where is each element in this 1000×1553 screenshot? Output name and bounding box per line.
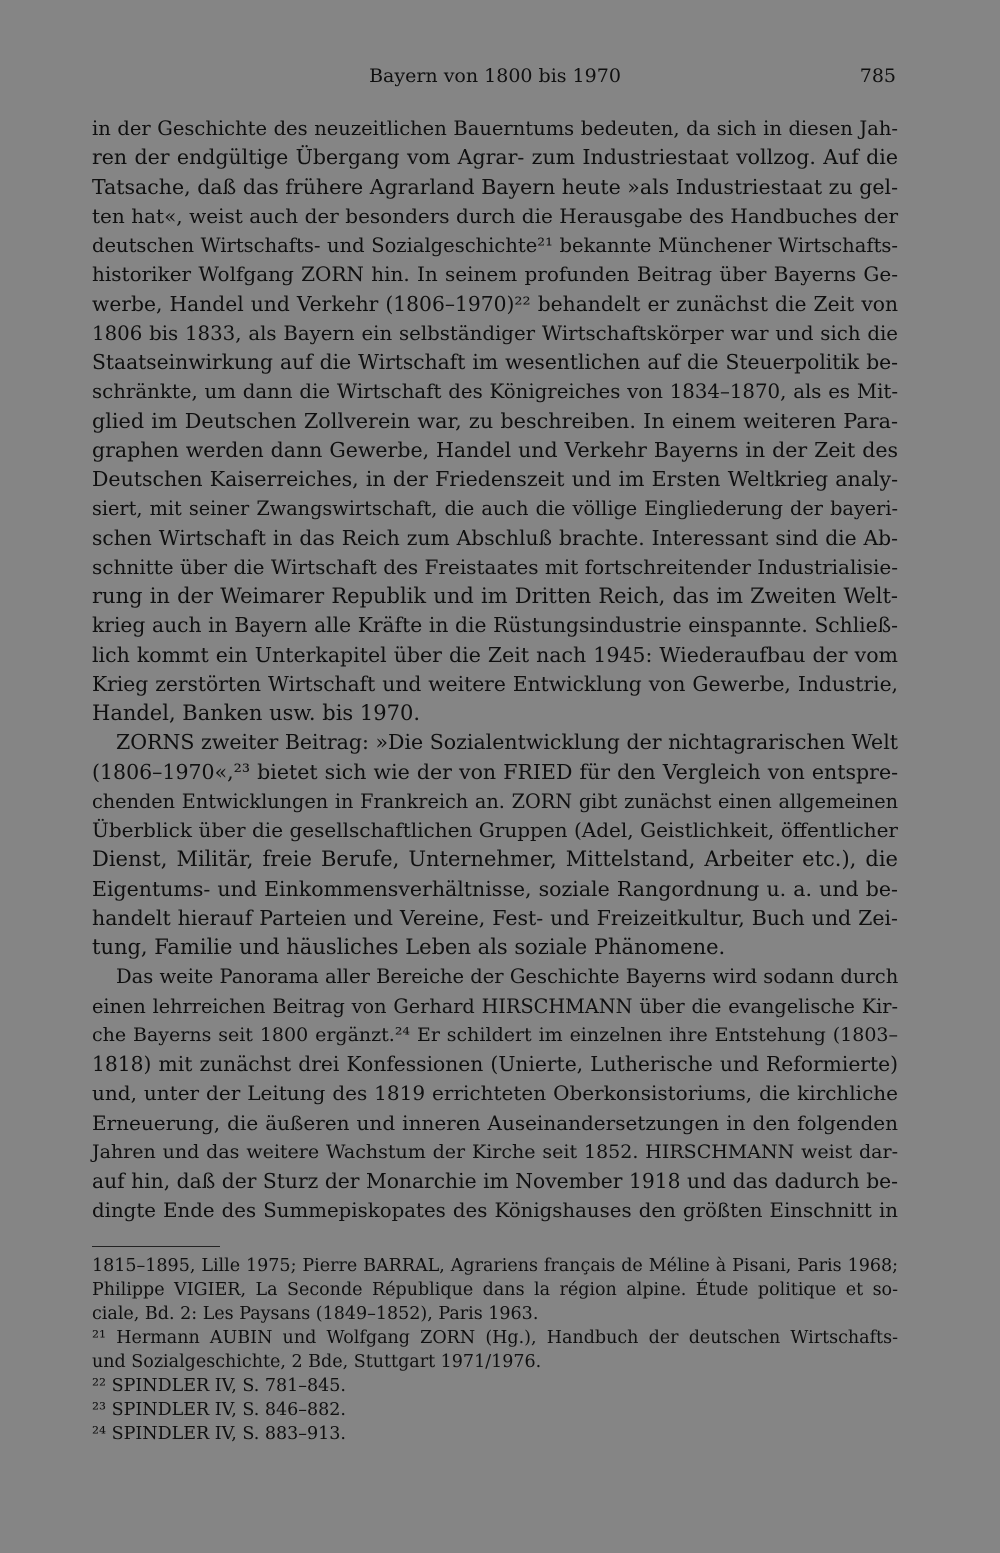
text-line: historiker Wolfgang ZORN hin. In seinem profunden Beitrag über Bayerns Ge-: [92, 262, 898, 287]
text-line: werbe, Handel und Verkehr (1806–1970)²² behandelt er zunächst die Zeit von: [92, 291, 898, 316]
footnote-line: ciale, Bd. 2: Les Paysans (1849–1852), Paris 1963.: [92, 1304, 539, 1324]
footnote-line: ²⁴ SPINDLER IV, S. 883–913.: [92, 1424, 346, 1444]
text-line: (1806–1970«,²³ bietet sich wie der von FRIED für den Vergleich von entspre-: [92, 759, 898, 784]
footnotes: [92, 1254, 898, 1446]
text-line: Eigentums- und Einkommensverhältnisse, soziale Rangordnung u. a. und be-: [92, 876, 898, 901]
text-line: rung in der Weimarer Republik und im Dritten Reich, das im Zweiten Welt-: [92, 584, 898, 608]
text-line: 1818) mit zunächst drei Konfessionen (Unierte, Lutherische und Reformierte): [92, 1052, 898, 1076]
text-line: Erneuerung, die äußeren und inneren Auseinandersetzungen in den folgenden: [92, 1110, 898, 1135]
footnote-line: ²¹ Hermann AUBIN und Wolfgang ZORN (Hg.), Handbuch der deutschen Wirtschafts-: [92, 1328, 898, 1348]
text-line: deutschen Wirtschafts- und Sozialgeschichte²¹ bekannte Münchener Wirtschafts-: [92, 234, 898, 257]
text-line: glied im Deutschen Zollverein war, zu beschreiben. In einem weiteren Para-: [92, 408, 898, 433]
text-line: in der Geschichte des neuzeitlichen Bauerntums bedeuten, da sich in diesen Jah-: [92, 117, 898, 140]
text-line: schränkte, um dann die Wirtschaft des Königreiches von 1834–1870, als es Mit-: [92, 380, 898, 404]
text-line: einen lehrreichen Beitrag von Gerhard HIRSCHMANN über die evangelische Kir-: [92, 994, 898, 1018]
text-line: schnitte über die Wirtschaft des Freistaates mit fortschreitender Industrialisie-: [92, 554, 898, 579]
footnote-line: ²³ SPINDLER IV, S. 846–882.: [92, 1400, 346, 1420]
paragraph-first-line: ZORNS zweiter Beitrag: »Die Sozialentwicklung der nichtagrarischen Welt: [116, 730, 898, 755]
text-line: lich kommt ein Unterkapitel über die Zeit nach 1945: Wiederaufbau der vom: [92, 642, 898, 667]
text-line: ren der endgültige Übergang vom Agrar- zum Industriestaat vollzog. Auf die: [92, 145, 898, 170]
text-line: Handel, Banken usw. bis 1970.: [92, 701, 420, 725]
running-title: Bayern von 1800 bis 1970: [369, 65, 621, 87]
text-line: ten hat«, weist auch der besonders durch die Herausgabe des Handbuches der: [92, 203, 898, 228]
text-line: che Bayerns seit 1800 ergänzt.²⁴ Er schildert im einzelnen ihre Entstehung (1803–: [92, 1023, 898, 1046]
text-line: schen Wirtschaft in das Reich zum Abschluß brachte. Interessant sind die Ab-: [92, 525, 898, 550]
text-line: krieg auch in Bayern alle Kräfte in die Rüstungsindustrie einspannte. Schließ-: [92, 613, 898, 638]
text-line: tung, Familie und häusliches Leben als soziale Phänomene.: [92, 935, 726, 959]
text-line: handelt hierauf Parteien und Vereine, Fest- und Freizeitkultur, Buch und Zei-: [92, 905, 898, 930]
text-line: Tatsache, daß das frühere Agrarland Bayern heute »als Industriestaat zu gel-: [92, 174, 898, 199]
running-head: [92, 60, 898, 92]
footnote-line: und Sozialgeschichte, 2 Bde, Stuttgart 1971/1976.: [92, 1352, 542, 1372]
footnote-line: Philippe VIGIER, La Seconde République dans la région alpine. Étude politique et so-: [92, 1280, 898, 1300]
text-line: Jahren und das weitere Wachstum der Kirche seit 1852. HIRSCHMANN weist dar-: [92, 1140, 898, 1163]
text-line: auf hin, daß der Sturz der Monarchie im November 1918 und das dadurch be-: [92, 1169, 898, 1193]
text-line: Deutschen Kaiserreiches, in der Friedenszeit und im Ersten Weltkrieg analy-: [92, 467, 898, 491]
text-line: und, unter der Leitung des 1819 errichteten Oberkonsistoriums, die kirchliche: [92, 1081, 898, 1106]
text-line: Krieg zerstörten Wirtschaft und weitere Entwicklung von Gewerbe, Industrie,: [92, 671, 898, 696]
text-line: graphen werden dann Gewerbe, Handel und Verkehr Bayerns in der Zeit des: [92, 437, 898, 462]
text-line: Dienst, Militär, freie Berufe, Unternehmer, Mittelstand, Arbeiter etc.), die: [92, 847, 898, 872]
text-line: dingte Ende des Summepiskopates des Königshauses den größten Einschnitt in: [92, 1199, 898, 1223]
text-line: chenden Entwicklungen in Frankreich an. ZORN gibt zunächst einen allgemeinen: [92, 789, 898, 813]
paragraph-first-line: Das weite Panorama aller Bereiche der Geschichte Bayerns wird sodann durch: [116, 965, 899, 989]
text-line: 1806 bis 1833, als Bayern ein selbständiger Wirtschaftskörper war und sich die: [92, 321, 898, 345]
footnote-line: ²² SPINDLER IV, S. 781–845.: [92, 1376, 346, 1396]
text-line: Staatseinwirkung auf die Wirtschaft im wesentlichen auf die Steuerpolitik be-: [92, 350, 898, 374]
text-line: Überblick über die gesellschaftlichen Gruppen (Adel, Geistlichkeit, öffentlicher: [92, 818, 898, 842]
footnote-divider: [92, 1246, 220, 1247]
page-number: 785: [859, 65, 896, 87]
body-text: [92, 114, 898, 1226]
text-line: siert, mit seiner Zwangswirtschaft, die auch die völlige Eingliederung der bayeri-: [92, 497, 898, 521]
footnote-line: 1815–1895, Lille 1975; Pierre BARRAL, Agrariens français de Méline à Pisani, Paris 1968;: [92, 1256, 898, 1276]
